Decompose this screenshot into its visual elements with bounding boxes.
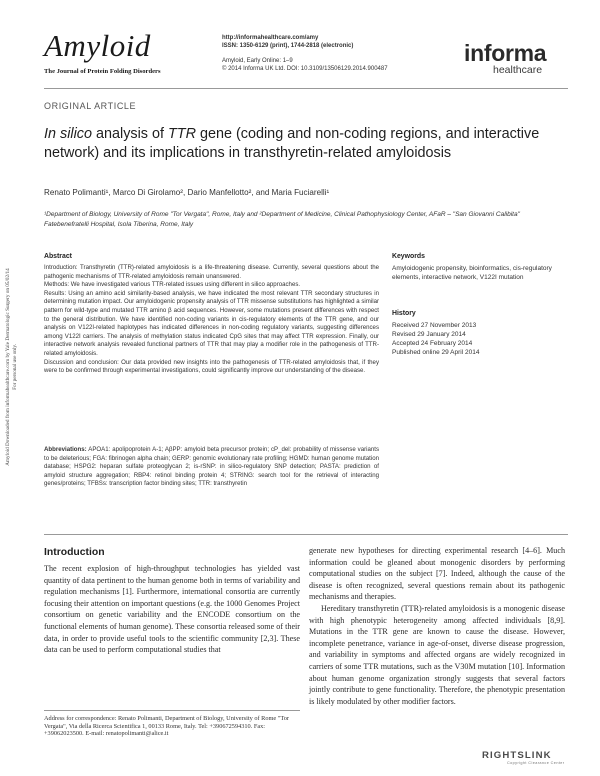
journal-citation: Amyloid, Early Online: 1–9 bbox=[222, 57, 293, 64]
title-em: In silico bbox=[44, 126, 92, 142]
keywords-text: Amyloidogenic propensity, bioinformatics, cis-regulatory elements, interactive network, V122I mutation bbox=[392, 265, 552, 281]
watermark-line-2: For personal use only. bbox=[12, 344, 18, 390]
title-em-2: TTR bbox=[168, 126, 196, 142]
body-column-right bbox=[309, 545, 565, 707]
history-accepted: Accepted 24 February 2014 bbox=[392, 340, 473, 347]
journal-issn: ISSN: 1350-6129 (print), 1744-2818 (electronic) bbox=[222, 43, 354, 50]
history-section bbox=[392, 310, 562, 357]
history-received: Received 27 November 2013 bbox=[392, 322, 477, 329]
article-type: ORIGINAL ARTICLE bbox=[44, 101, 137, 111]
download-watermark bbox=[5, 237, 19, 497]
publisher-logo: informa bbox=[464, 40, 547, 66]
abstract-results: Results: Using an amino acid similarity-based analysis, we have indicated the most relevant TTR secondary structures in determining mutation impact. Our amyloidogenic propensity analysis of TTR missense substitutions has highlighted a similar pattern for wild-type and mutated TTR amino β acid sequences. However, some mutations present differences with respect to the general distribution. We have identified non-coding variants in cis-regulatory elements of the TTR gene, and our analysis on V122I-related haplotypes has indicated differences in non-coding regulatory variants, suggesting differences among V122I carriers. The analysis of methylation status indicated CpG sites that may affect TTR expression. Finally, our interactive network analysis revealed functional partners of TTR that may play a modifier role in the pathogenesis of TTR-related amyloidosis. bbox=[44, 289, 379, 357]
abstract-heading: Abstract bbox=[44, 253, 72, 260]
abbreviations-label: Abbreviations: bbox=[44, 446, 87, 453]
title-part-2: gene (coding and non-coding regions, and interactive network) and its implications in transthyretin-related amyloidosis bbox=[44, 126, 540, 161]
publisher-division: healthcare bbox=[493, 64, 543, 76]
abbreviations bbox=[44, 446, 379, 489]
body-paragraph: generate new hypotheses for directing experimental research [4–6]. Much information could be gleaned about monogenic disorders by performing computational studies on the subject [7]. Indeed, although the cause of the disease is often recognized, several questions remain about its pathogenic mechanisms and therapies. bbox=[309, 546, 565, 602]
article-title bbox=[44, 125, 564, 163]
abstract-methods: Methods: We have investigated various TTR-related issues using different in silico approaches. bbox=[44, 281, 301, 289]
body-divider bbox=[44, 534, 568, 535]
history-revised: Revised 29 January 2014 bbox=[392, 331, 466, 338]
title-part-1: analysis of bbox=[92, 126, 168, 142]
body-paragraph: Hereditary transthyretin (TTR)-related amyloidosis is a monogenic disease with high phenotypic heterogeneity among affected individuals [8,9]. Mutations in the TTR gene are known to cause the disease. However, incomplete penetrance, variance in age-of-onset, diverse disease progression, and variability in symptoms and affected organs are widely recognized in carriers of some TTR mutations, such as the V30M mutation [10]. Information about human genome organization strongly suggests that several factors jointly contribute to gene functionality. Therefore, the phenotypic presentation is likely modulated by other modifier factors. bbox=[309, 603, 565, 706]
keywords-section bbox=[392, 253, 562, 282]
journal-url[interactable]: http://informahealthcare.com/amy bbox=[222, 35, 319, 41]
body-paragraph: The recent explosion of high-throughput technologies has yielded vast quantity of data pertinent to the human genome both in terms of variability and regulation mechanisms [1]. Furthermore, international consortia are currently focusing their attention on important questions (e.g. the 1000 Genomes Project consortium on genetic variability and the ENCODE consortium on the functional elements of human genome). These consortia released some of their data, in order to provide useful tools to the scientific community [2,3]. These data can be used to perform computational studies that bbox=[44, 564, 301, 655]
affiliations: ¹Department of Biology, University of Rome "Tor Vergata", Rome, Italy and ²Department of Medicine, Clinical Pathophysiology Center, AFaR – "San Giovanni Calibita" Fatebenefratelli Hospital, Isola Tiberina, Rome, Italy bbox=[44, 211, 520, 228]
history-published: Published online 29 April 2014 bbox=[392, 349, 480, 356]
author-list: Renato Polimanti¹, Marco Di Girolamo², Dario Manfellotto², and Maria Fuciarelli¹ bbox=[44, 188, 330, 197]
header-divider bbox=[44, 88, 568, 89]
body-column-left bbox=[44, 563, 300, 656]
rightslink-logo[interactable]: RIGHTSLINK bbox=[482, 750, 552, 761]
keywords-heading: Keywords bbox=[392, 253, 425, 260]
footnote-rule bbox=[44, 710, 300, 711]
abbreviations-text: APOA1: apolipoprotein A-1; AβPP: amyloid beta precursor protein; cP_del: probability of missense variants to be deleterious; FGA: fibrinogen alpha chain; GERP: genomic evolutionary rate profiling; HGMD: human genome mutation database; HSPG2: heparan sulfate proteoglycan 2; is-rSNP: in silico-regulatory SNP detection; PASTA: prediction of amyloid structure aggregation; RBP4: retinol binding protein 4; STRING: search tool for the retrieval of interacting genes/proteins; TFBSs: transcription factor binding sites; TTR: transthyretin bbox=[44, 446, 379, 488]
abstract-discussion: Discussion and conclusion: Our data provided new insights into the pathogenesis of TTR-related amyloidosis that, if they were to be confirmed through experimental investigations, could significantly improve our understanding of the disease. bbox=[44, 358, 379, 375]
correspondence-footnote: Address for correspondence: Renato Polimanti, Department of Biology, University of Rome "Tor Vergata", Via della Ricerca Scientifica 1, 00133 Rome, Italy. Tel: +390672594310. Fax: +39062023500. E-mail: renatopolimanti@alice.it bbox=[44, 715, 289, 738]
journal-subtitle: The Journal of Protein Folding Disorders bbox=[44, 68, 161, 75]
watermark-line-1: Amyloid Downloaded from informahealthcare.com by Yale Dermatologic Surgery on 05/02/14 bbox=[5, 268, 11, 466]
abstract-section bbox=[44, 253, 379, 376]
journal-info bbox=[222, 34, 388, 74]
journal-logo: Amyloid bbox=[44, 28, 151, 63]
rightslink-subtitle: Copyright Clearance Center bbox=[507, 761, 565, 765]
journal-copyright: © 2014 Informa UK Ltd. DOI: 10.3109/13506129.2014.900487 bbox=[222, 66, 388, 73]
introduction-heading: Introduction bbox=[44, 547, 105, 558]
abstract-introduction: Introduction: Transthyretin (TTR)-related amyloidosis is a life-threatening disease. Currently, several questions about the pathogenic mechanisms of TTR-related amyloidosis remain unanswered. bbox=[44, 264, 379, 280]
history-heading: History bbox=[392, 310, 416, 317]
